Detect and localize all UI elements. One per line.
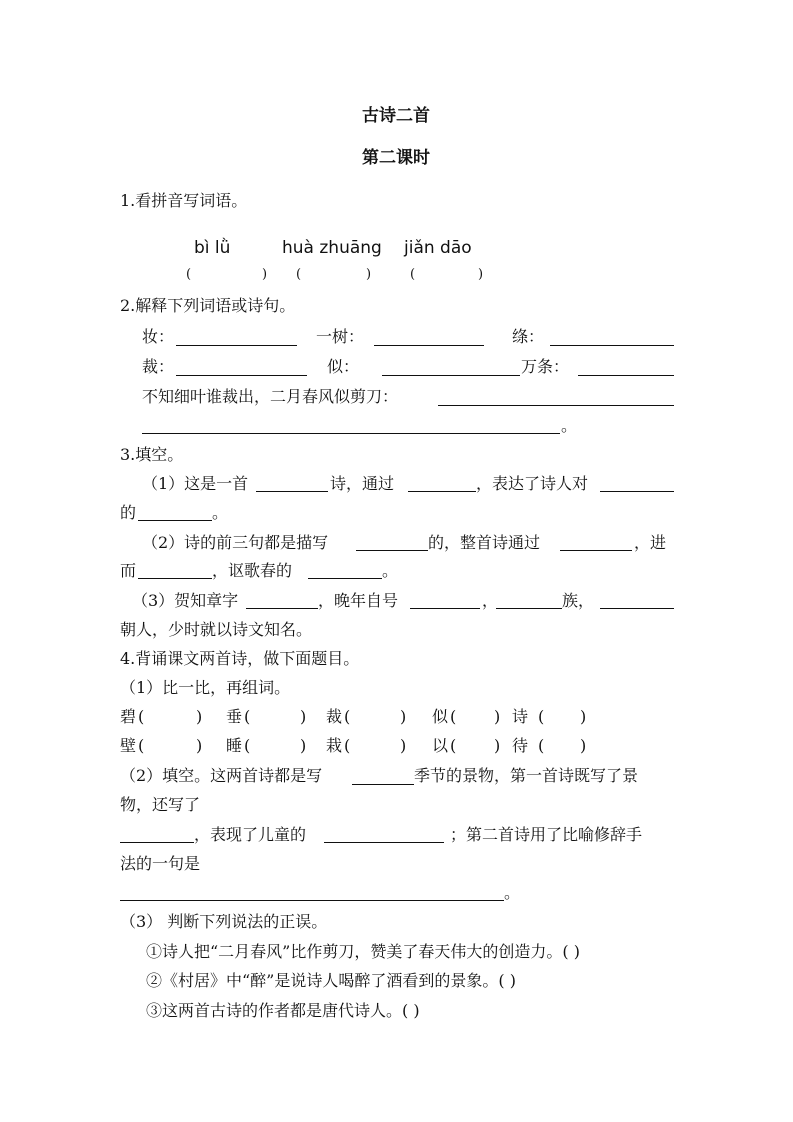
q3-p3-b: ，晚年自号 — [318, 591, 399, 610]
bracket-close-2: ) — [366, 267, 372, 282]
q4-blank-season[interactable] — [352, 784, 414, 785]
char-shui: 睡 — [226, 736, 243, 755]
paren-close: ) — [196, 707, 203, 726]
q3-p1-a: （1）这是一首 — [142, 474, 249, 493]
q2-label-zhuang: 妆： — [142, 327, 175, 346]
q1-heading: 1.看拼音写词语。 — [120, 191, 248, 210]
q2-label-si: 似： — [327, 357, 360, 376]
judge-item-2[interactable]: ②《村居》中“醉”是说诗人喝醉了酒看到的景象。( ) — [146, 971, 516, 990]
pinyin-1: bì lǜ — [194, 238, 231, 258]
char-shi: 诗 — [512, 707, 529, 726]
char-dai: 待 — [512, 736, 529, 755]
paren-open: ( — [450, 736, 457, 755]
paren-open: ( — [538, 736, 545, 755]
bracket-open-1: ( — [186, 267, 192, 282]
q3-blank-6[interactable] — [560, 550, 632, 551]
q4-blank-wrote[interactable] — [120, 842, 194, 843]
q2-label-wantiao: 万条： — [521, 357, 570, 376]
q2-heading: 2.解释下列词语或诗句。 — [120, 296, 296, 315]
page-title: 古诗二首 — [362, 106, 430, 126]
paren-open: ( — [344, 707, 351, 726]
q3-blank-7[interactable] — [138, 578, 212, 579]
paren-open: ( — [138, 707, 145, 726]
paren-close: ) — [196, 736, 203, 755]
paren-close: ) — [494, 707, 501, 726]
q2-label-yishu: 一树： — [316, 327, 365, 346]
q2-blank-cai[interactable] — [176, 375, 307, 376]
q3-blank-3[interactable] — [600, 491, 674, 492]
q3-p1-c: ，表达了诗人对 — [476, 474, 589, 493]
q3-blank-1[interactable] — [256, 491, 328, 492]
char-chui: 垂 — [226, 707, 243, 726]
bracket-close-3: ) — [478, 267, 484, 282]
pinyin-2: huà zhuāng — [282, 238, 382, 258]
q2-blank-yishu[interactable] — [374, 345, 484, 346]
q4-sub3: （3） 判断下列说法的正误。 — [120, 912, 328, 931]
q3-p1-e: 。 — [212, 503, 229, 522]
paren-close: ) — [300, 736, 307, 755]
q3-blank-5[interactable] — [356, 550, 428, 551]
paren-open: ( — [538, 707, 545, 726]
paren-open: ( — [450, 707, 457, 726]
q2-blank-poem-1[interactable] — [438, 405, 674, 406]
paren-open: ( — [138, 736, 145, 755]
q4-blank-children[interactable] — [324, 842, 444, 843]
q3-p2-c: ，进 — [634, 533, 667, 552]
char-si: 似 — [432, 707, 449, 726]
paren-close: ) — [580, 707, 587, 726]
q2-label-cai: 裁： — [142, 357, 175, 376]
q2-poem-line: 不知细叶谁裁出，二月春风似剪刀： — [142, 387, 399, 406]
page-subtitle: 第二课时 — [362, 148, 430, 168]
q4-sub2-a: （2）填空。这两首诗都是写 — [120, 766, 323, 785]
q3-p1-b: 诗，通过 — [330, 474, 395, 493]
q3-p2-d: 而 — [120, 561, 137, 580]
q3-blank-10[interactable] — [410, 608, 480, 609]
q4-sub2-d: ，表现了儿童的 — [194, 825, 307, 844]
bracket-close-1: ) — [262, 267, 268, 282]
paren-close: ) — [400, 736, 407, 755]
char-bi: 碧 — [120, 707, 137, 726]
q3-p2-f: 。 — [382, 561, 399, 580]
q3-blank-9[interactable] — [246, 608, 318, 609]
q3-blank-2[interactable] — [408, 491, 476, 492]
pinyin-3: jiǎn dāo — [404, 238, 472, 258]
q3-blank-12[interactable] — [600, 608, 674, 609]
q3-p1-d: 的 — [120, 503, 137, 522]
paren-close: ) — [400, 707, 407, 726]
char-yi: 以 — [432, 736, 449, 755]
q4-sub2-c: 物，还写了 — [120, 795, 201, 814]
q3-p2-b: 的，整首诗通过 — [428, 533, 541, 552]
q4-heading: 4.背诵课文两首诗，做下面题目。 — [120, 649, 360, 668]
q2-blank-zhuang[interactable] — [176, 345, 297, 346]
q3-p3-e: 朝人，少时就以诗文知名。 — [120, 620, 313, 639]
paren-close: ) — [580, 736, 587, 755]
paren-close: ) — [494, 736, 501, 755]
q3-blank-8[interactable] — [308, 578, 382, 579]
char-zai: 栽 — [326, 736, 343, 755]
q2-label-tao: 绦： — [512, 327, 545, 346]
q4-sub2-g: 。 — [504, 883, 521, 902]
q2-blank-tao[interactable] — [550, 345, 674, 346]
q4-sub2-f: 法的一句是 — [120, 854, 201, 873]
bracket-open-2: ( — [296, 267, 302, 282]
q4-sub2-b: 季节的景物，第一首诗既写了景 — [414, 766, 639, 785]
bracket-open-3: ( — [410, 267, 416, 282]
q4-sub1: （1）比一比，再组词。 — [120, 678, 291, 697]
paren-open: ( — [244, 707, 251, 726]
q2-blank-wantiao[interactable] — [578, 375, 674, 376]
q2-blank-si[interactable] — [382, 375, 520, 376]
q4-blank-metaphor[interactable] — [120, 900, 504, 901]
paren-open: ( — [344, 736, 351, 755]
q3-p3-d: 族， — [562, 591, 595, 610]
char-bi-wall: 壁 — [120, 736, 137, 755]
q3-p3-a: （3）贺知章字 — [132, 591, 239, 610]
char-cai: 裁 — [326, 707, 343, 726]
q2-end-mark: 。 — [561, 416, 578, 435]
q3-blank-11[interactable] — [496, 608, 562, 609]
q2-blank-poem-2[interactable] — [142, 433, 560, 434]
q3-p3-c: ， — [482, 591, 499, 610]
q3-heading: 3.填空。 — [120, 445, 184, 464]
judge-item-1[interactable]: ①诗人把“二月春风”比作剪刀，赞美了春天伟大的创造力。( ) — [146, 942, 580, 961]
q3-p2-a: （2）诗的前三句都是描写 — [142, 533, 329, 552]
paren-open: ( — [244, 736, 251, 755]
q4-sub2-e: ；第二首诗用了比喻修辞手 — [450, 825, 643, 844]
judge-item-3[interactable]: ③这两首古诗的作者都是唐代诗人。( ) — [146, 1001, 420, 1020]
paren-close: ) — [300, 707, 307, 726]
q3-blank-4[interactable] — [138, 520, 212, 521]
q3-p2-e: ，讴歌春的 — [212, 561, 293, 580]
